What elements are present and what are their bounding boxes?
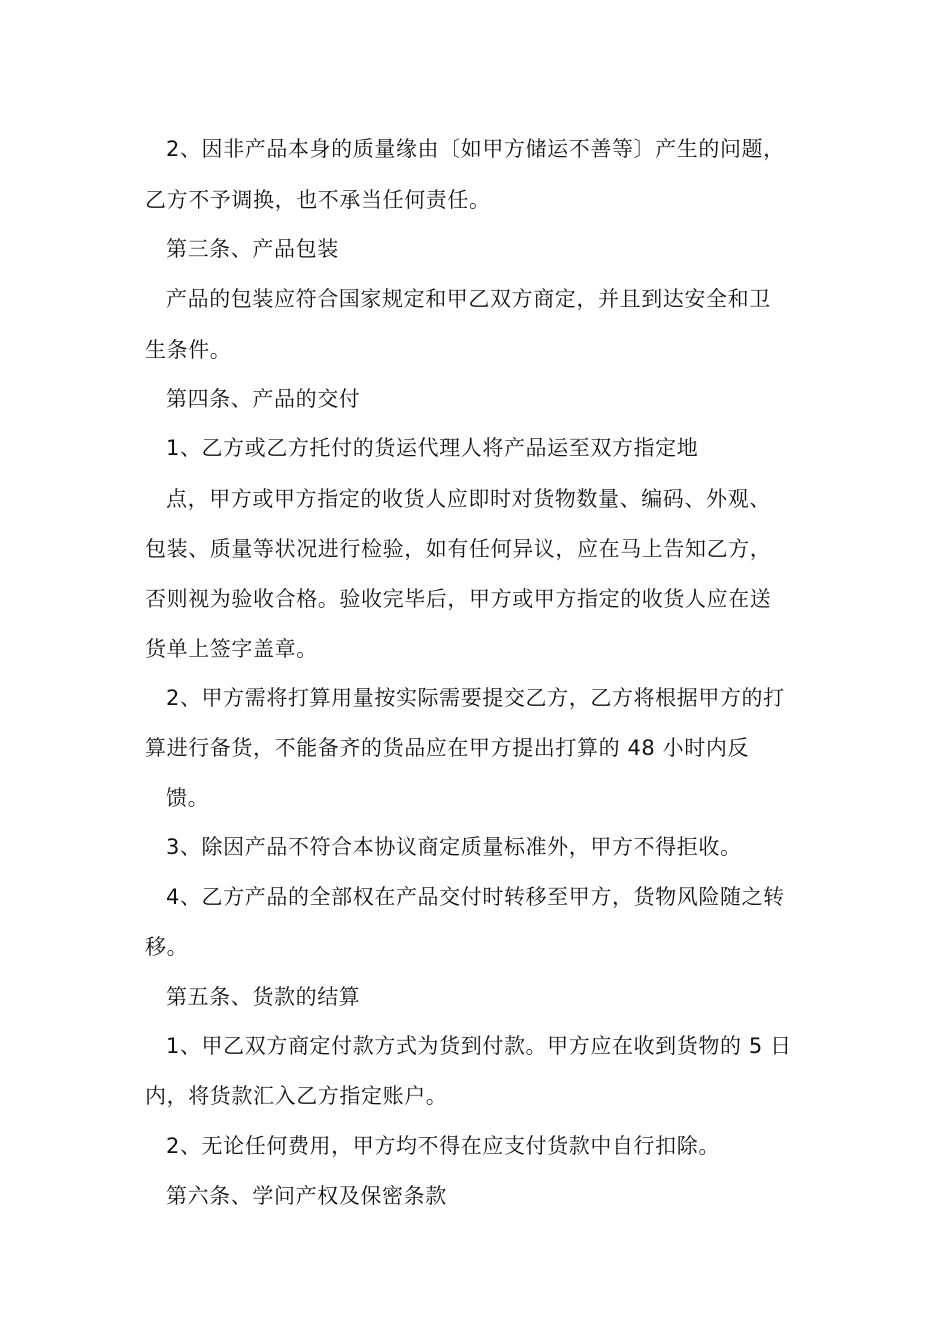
text-line: 1、甲乙双方商定付款方式为货到付款。甲方应在收到货物的 5 日	[166, 1034, 792, 1058]
text-line: 移。	[145, 935, 189, 959]
text-line: 2、甲方需将打算用量按实际需要提交乙方，乙方将根据甲方的打	[166, 686, 785, 710]
text-line: 2、因非产品本身的质量缘由〔如甲方储运不善等〕产生的问题，	[166, 137, 785, 161]
text-line: 乙方不予调换，也不承当任何责任。	[145, 188, 491, 212]
section-heading: 第三条、产品包装	[166, 237, 339, 261]
text-line: 包装、质量等状况进行检验，如有任何异议，应在马上告知乙方，	[145, 537, 772, 561]
text-line: 否则视为验收合格。验收完毕后，甲方或甲方指定的收货人应在送	[145, 587, 772, 611]
text-line: 馈。	[166, 786, 210, 810]
text-line: 4、乙方产品的全部权在产品交付时转移至甲方，货物风险随之转	[166, 885, 785, 909]
section-heading: 第四条、产品的交付	[166, 387, 361, 411]
section-heading: 第六条、学问产权及保密条款	[166, 1184, 447, 1208]
text-line: 产品的包装应符合国家规定和甲乙双方商定，并且到达安全和卫	[166, 287, 771, 311]
text-line: 点，甲方或甲方指定的收货人应即时对货物数量、编码、外观、	[166, 487, 771, 511]
text-line: 生条件。	[145, 338, 232, 362]
text-line: 货单上签字盖章。	[145, 637, 318, 661]
text-line: 内，将货款汇入乙方指定账户。	[145, 1084, 448, 1108]
text-line: 算进行备货，不能备齐的货品应在甲方提出打算的 48 小时内反	[145, 736, 750, 760]
text-line: 3、除因产品不符合本协议商定质量标准外，甲方不得拒收。	[166, 835, 742, 859]
section-heading: 第五条、货款的结算	[166, 985, 361, 1009]
text-line: 1、乙方或乙方托付的货运代理人将产品运至双方指定地	[166, 436, 699, 460]
text-line: 2、无论任何费用，甲方均不得在应支付货款中自行扣除。	[166, 1134, 720, 1158]
